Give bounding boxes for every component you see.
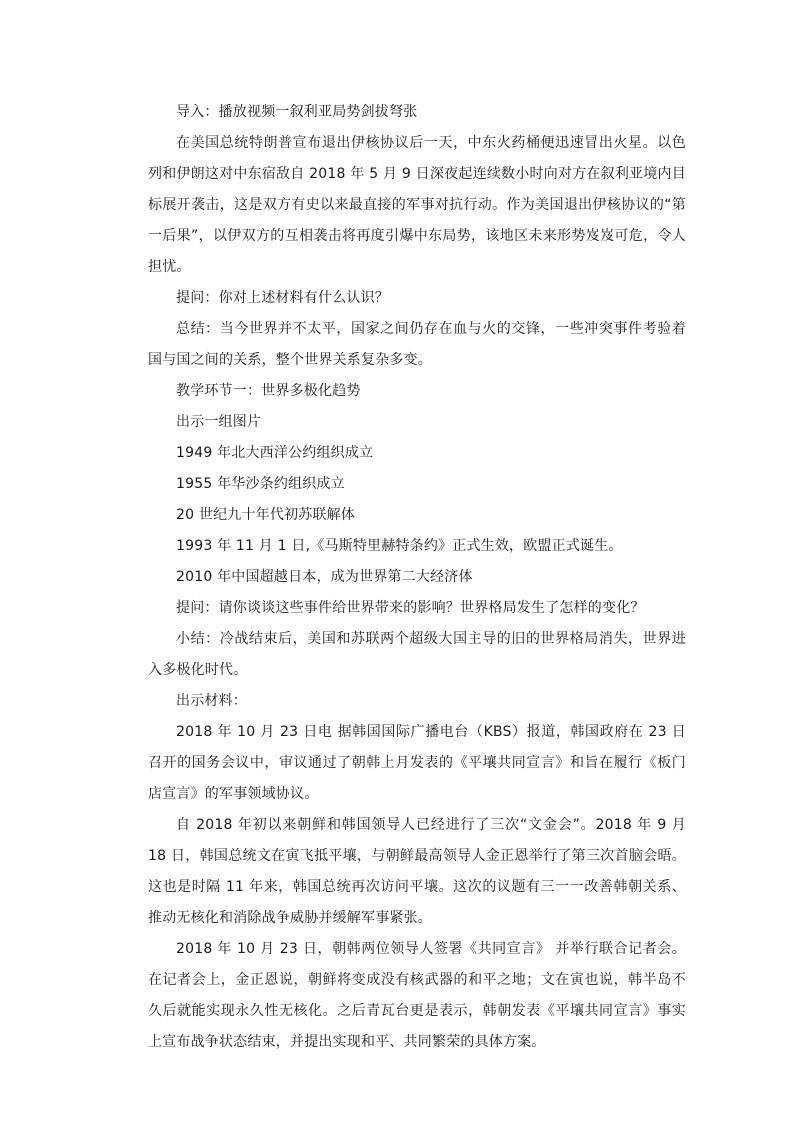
summary-paragraph: 总结：当今世界并不太平，国家之间仍存在血与火的交锋，一些冲突事件考验着国与国之间的关系，整个世界关系复杂多变。 [148,321,686,368]
intro-paragraph: 导入：播放视频一叙利亚局势剑拔弩张 [176,104,418,120]
question-paragraph: 提问：你对上述材料有什么认识？ [176,290,389,306]
event-item: 2010 年中国超越日本，成为世界第二大经济体 [176,569,473,585]
syria-background-paragraph: 在美国总统特朗普宣布退出伊核协议后一天，中东火药桶便迅速冒出火星。以色列和伊朗这对中东宿敌自 2018 年 5 月 9 日深夜起连续数小时向对方在叙利亚境内目标展开袭击，这是双方有史以来最直接的军事对抗行动。作为美国退出伊核协议的“第一后果”，以伊双方的互相袭击将再度引爆中东局势，该地区未来形势岌岌可危，令人担忧。 [148,135,686,275]
event-item: 1955 年华沙条约组织成立 [176,476,345,492]
show-pictures-paragraph: 出示一组图片 [176,414,262,430]
section-heading: 教学环节一：世界多极化趋势 [176,383,361,399]
document-page [148,97,686,1058]
material-paragraph: 2018 年 10 月 23 日电 据韩国国际广播电台（KBS）报道，韩国政府在 23 日召开的国务会议中，审议通过了朝韩上月发表的《平壤共同宣言》和旨在履行《板门店宣言》的军事领域协议。 [148,724,686,802]
material-paragraph: 自 2018 年初以来朝鲜和韩国领导人已经进行了三次“文金会”。2018 年 9 月 18 日，韩国总统文在寅飞抵平壤，与朝鲜最高领导人金正恩举行了第三次首脑会晤。这也是时隔 11 年来，韩国总统再次访问平壤。这次的议题有三一一改善韩朝关系、推动无核化和消除战争威胁并缓解军事紧张。 [148,817,686,926]
material-paragraph: 2018 年 10 月 23 日，朝韩两位领导人签署《共同宣言》 并举行联合记者会。在记者会上，金正恩说，朝鲜将变成没有核武器的和平之地；文在寅也说，韩半岛不久后就能实现永久性无核化。之后青瓦台更是表示，韩朝发表《平壤共同宣言》事实上宣布战争状态结束，并提出实现和平、共同繁荣的具体方案。 [148,941,686,1050]
conclusion-paragraph: 小结：冷战结束后，美国和苏联两个超级大国主导的旧的世界格局消失，世界进入多极化时代。 [148,631,686,678]
materials-heading: 出示材料： [176,693,247,709]
event-item: 20 世纪九十年代初苏联解体 [176,507,356,523]
event-item: 1949 年北大西洋公约组织成立 [176,445,374,461]
event-item: 1993 年 11 月 1 日,《马斯特里赫特条约》正式生效，欧盟正式诞生。 [176,538,623,554]
question-paragraph: 提问：请你谈谈这些事件给世界带来的影响？世界格局发生了怎样的变化？ [176,600,645,616]
